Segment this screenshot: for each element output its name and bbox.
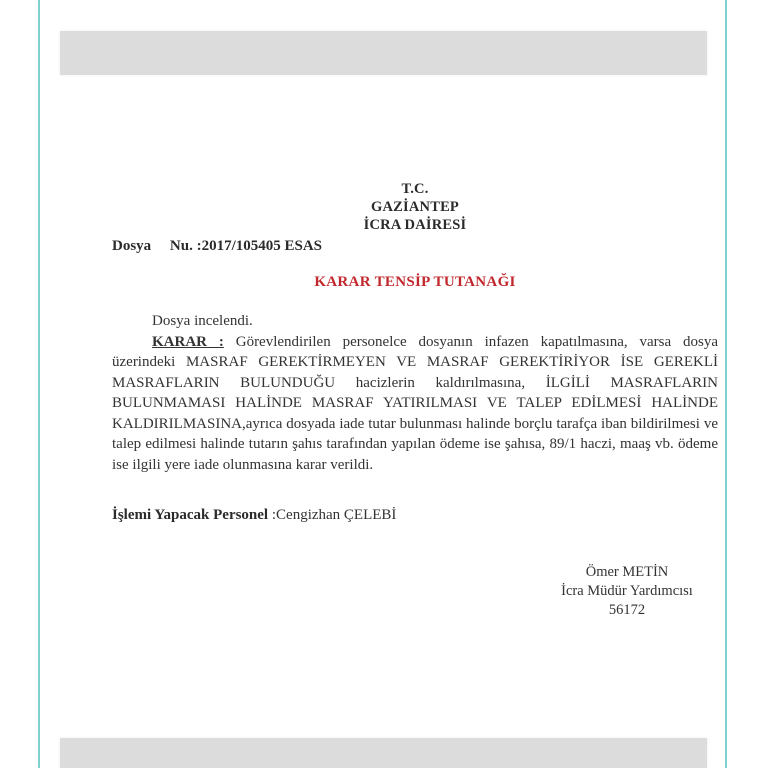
document-body — [112, 311, 718, 475]
office-header — [112, 180, 718, 234]
body-paragraph-reviewed: Dosya incelendi. — [152, 313, 253, 329]
decision-text: Görevlendirilen personelce dosyanın infazen kapatılmasına, varsa dosya üzerindeki MASRAF GEREKTİRMEYEN VE MASRAF GEREKTİRİYOR İSE GEREKLİ MASRAFLARIN BULUNDUĞU hacizlerin kaldırılmasına, İLGİLİ MASRAFLARIN BULUNMAMASI HALİNDE MASRAF YATIRILMASI VE TALEP EDİLMESİ HALİNDE KALDIRILMASINA,ayrıca dosyada iade tutar bulunması halinde borçlu tarafça iban bildirilmesi ve talep edilmesi halinde tutarın şahıs tarafından yapılan ödeme ise şahısa, 89/1 haczi, maaş vb. ödeme ise ilgili yere iade olunmasına karar verildi. — [112, 333, 719, 473]
body-paragraph-decision — [112, 332, 718, 476]
office-header-line-1: T.C. — [401, 181, 429, 197]
office-header-line-2: GAZİANTEP — [370, 199, 459, 215]
page-border-left — [38, 0, 40, 768]
assigned-personnel — [112, 507, 396, 524]
signatory-code: 56172 — [608, 602, 646, 618]
office-header-line-3: İCRA DAİRESİ — [363, 217, 467, 233]
signatory-title: İcra Müdür Yardımcısı — [561, 583, 693, 599]
footer-band — [60, 738, 707, 768]
header-band — [60, 31, 707, 75]
signatory-name: Ömer METİN — [585, 564, 669, 580]
file-number: Dosya Nu. :2017/105405 ESAS — [112, 238, 323, 254]
document-title: KARAR TENSİP TUTANAĞI — [314, 274, 516, 290]
page-border-right — [725, 0, 727, 768]
assigned-personnel-value: :Cengizhan ÇELEBİ — [271, 507, 397, 523]
signature-block — [512, 563, 742, 620]
decision-label: KARAR : — [152, 333, 224, 350]
assigned-personnel-label: İşlemi Yapacak Personel — [112, 507, 269, 523]
